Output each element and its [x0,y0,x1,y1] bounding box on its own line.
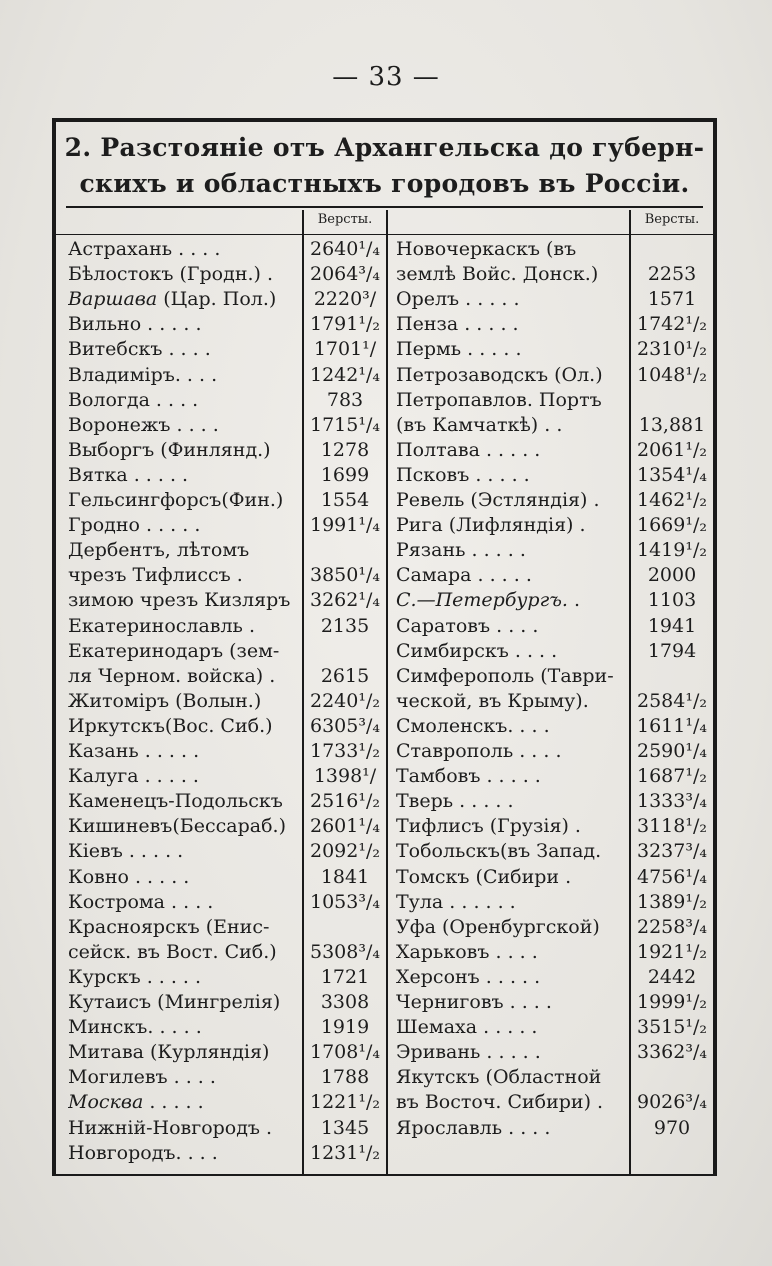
table-row [56,1040,713,1065]
place-name: Минскъ. . . . . [68,1016,202,1039]
distance-value: 1699 [320,463,370,486]
distance-value: 1231¹/₂ [310,1141,380,1164]
table-row [56,664,713,689]
table-row [56,413,713,438]
table-row [56,1141,713,1166]
table-row [56,915,713,940]
distance-value: 1103 [647,589,697,612]
distance-value: 3118¹/₂ [637,815,707,838]
place-name: Черниговъ . . . . [396,991,552,1013]
distance-value: 3237³/₄ [637,840,707,863]
place-name: ческой, въ Крыму). [396,689,589,712]
distance-value: 1841 [320,865,370,888]
distance-value: 1791¹/₂ [310,313,380,336]
place-name: Полтава . . . . . [396,438,541,461]
distance-value: 2240¹/₂ [310,689,380,712]
place-name: Симбирскъ . . . . [396,639,558,662]
place-name: Петропавлов. Портъ [396,388,602,411]
place-name: Могилевъ . . . . [68,1066,216,1089]
distance-value: 3515¹/₂ [637,1016,707,1039]
distance-value: 1721 [320,965,370,988]
place-name: Симферополь (Таври- [396,664,614,687]
place-name: Дербентъ, лѣтомъ [68,539,250,562]
place-name: землѣ Войс. Донск.) [396,263,599,286]
place-name: Кишиневъ(Бессараб.) [68,815,286,838]
table-title-line-2: скихъ и областныхъ городовъ въ Россіи. [79,169,690,198]
table-row [56,388,713,413]
distance-value: 1991¹/₄ [310,514,380,537]
distance-value: 1941 [647,614,697,637]
distance-value: 1571 [647,288,697,311]
table-row [56,262,713,287]
place-name: Курскъ . . . . . [68,965,202,988]
place-name: Гельсингфорсъ(Фин.) [68,489,284,511]
place-name: Воронежъ . . . . [68,413,219,436]
place-name: Гродно . . . . . [68,514,201,537]
distance-value: 3308 [320,991,370,1013]
place-name: Иркутскъ(Вос. Сиб.) [68,714,273,737]
distance-value: 2064³/₄ [310,263,380,286]
distance-table-frame [52,118,717,1176]
place-name: Тверь . . . . . [396,790,514,813]
place-name: Екатеринодаръ (зем- [68,639,280,662]
distance-value: 3262¹/₄ [310,589,380,612]
table-row [56,237,713,262]
place-name: Псковъ . . . . . [396,463,530,486]
distance-value: 6305³/₄ [310,714,380,737]
distance-value: 1048¹/₂ [637,363,707,386]
place-name: Каменецъ-Подольскъ [68,790,283,813]
distance-value: 1794 [647,639,697,662]
distance-value: 1053³/₄ [310,890,380,913]
distance-value: 1398¹/ [313,765,377,788]
table-row [56,789,713,814]
place-name: Херсонъ . . . . . [396,965,541,988]
distance-value: 1669¹/₂ [637,514,707,537]
place-name: Вильно . . . . . [68,313,202,336]
distance-value: 13,881 [638,413,706,436]
right-unit-header-rule [629,234,713,235]
place-name: Самара . . . . . [396,564,532,587]
place-name: Владиміръ. . . . [68,363,218,386]
place-name: Екатеринославль . [68,614,255,637]
table-row [56,337,713,362]
place-name: Харьковъ . . . . [396,940,538,963]
table-row [56,839,713,864]
place-name: Кіевъ . . . . . [68,840,184,863]
place-name: Калуга . . . . . [68,765,199,788]
place-name: Красноярскъ (Енис- [68,915,270,938]
distance-value: 2061¹/₂ [637,438,707,461]
left-header-rule [56,234,302,235]
place-name: Митава (Курляндія) [68,1041,270,1064]
place-name: сейск. въ Вост. Сиб.) [68,940,277,963]
place-name: Вологда . . . . [68,388,199,411]
distance-value: 2584¹/₂ [637,689,707,712]
distance-value: 9026³/₄ [637,1091,707,1114]
place-name: Шемаха . . . . . [396,1016,538,1039]
distance-value: 970 [653,1116,691,1139]
distance-value: 1708¹/₄ [310,1041,380,1064]
table-row [56,639,713,664]
distance-value: 2253 [647,263,697,286]
place-name: Тобольскъ(въ Запад. [396,840,602,863]
distance-value: 1733¹/₂ [310,740,380,762]
distance-value: 2442 [647,965,697,988]
distance-value: 2601¹/₄ [310,815,380,838]
place-name: Уфа (Оренбургской) [396,915,600,938]
place-name: зимою чрезъ Кизляръ [68,589,291,612]
distance-value: 1611¹/₄ [637,714,707,737]
place-name: Казань . . . . . [68,740,200,762]
table-row [56,488,713,513]
place-name: Томскъ (Сибири . [396,865,572,888]
place-name: Житоміръ (Волын.) [68,689,262,712]
place-name: Рязань . . . . . [396,539,526,562]
distance-value: 2092¹/₂ [310,840,380,863]
distance-value: 1333³/₄ [637,790,707,813]
place-name: Ярославль . . . . [396,1116,551,1139]
distance-value: 1278 [320,438,370,461]
distance-value: 783 [326,388,364,411]
distance-value: 1462¹/₂ [637,489,707,511]
table-row [56,463,713,488]
place-name: (въ Камчаткѣ) . . [396,413,563,436]
distance-value: 1221¹/₂ [310,1091,380,1114]
distance-value: 2590¹/₄ [637,740,707,762]
distance-value: 2220³/ [313,288,377,311]
table-title [56,130,713,202]
title-divider [66,206,703,208]
table-row [56,312,713,337]
right-unit-header: Версты. [644,212,700,227]
distance-value: 1345 [320,1116,370,1139]
table-row [56,689,713,714]
place-name: Вятка . . . . . [68,463,189,486]
table-row [56,513,713,538]
table-row [56,287,713,312]
distance-value: 1919 [320,1016,370,1039]
distance-value: 1715¹/₄ [310,413,380,436]
distance-value: 1742¹/₂ [637,313,707,336]
table-row [56,714,713,739]
distance-value: 2516¹/₂ [310,790,380,813]
distance-value: 2000 [647,564,697,587]
table-row [56,865,713,890]
left-unit-header: Версты. [317,212,373,227]
place-name: Новочеркаскъ (въ [396,238,577,260]
place-name: Тамбовъ . . . . . [396,765,541,788]
table-row [56,614,713,639]
distance-value: 1354¹/₄ [637,463,707,486]
place-name: Петрозаводскъ (Ол.) [396,363,603,386]
distance-value: 1242¹/₄ [310,363,380,386]
place-name: Пермь . . . . . [396,338,522,361]
right-header-rule [386,234,629,235]
table-row [56,739,713,764]
place-name: Рига (Лифляндія) . [396,514,586,537]
distance-value: 1701¹/ [313,338,377,361]
distance-value: 1554 [320,489,370,511]
distance-value: 1389¹/₂ [637,890,707,913]
distance-value: 5308³/₄ [310,940,380,963]
place-name: Новгородъ. . . . [68,1141,218,1164]
distance-value: 3362³/₄ [637,1041,707,1064]
table-row [56,940,713,965]
table-title-line-1: 2. Разстояніе отъ Архангельска до губерн- [64,133,705,162]
distance-value: 1687¹/₂ [637,765,707,788]
table-row [56,363,713,388]
table-row [56,563,713,588]
table-row [56,438,713,463]
table-row [56,588,713,613]
distance-value: 2615 [320,664,370,687]
table-row [56,1015,713,1040]
page-number: — 33 — [332,62,440,92]
place-name: чрезъ Тифлиссъ . [68,564,243,587]
place-name: Эривань . . . . . [396,1041,541,1064]
table-row [56,1090,713,1115]
place-name: Тифлисъ (Грузія) . [396,815,581,838]
distance-value: 2258³/₄ [637,915,707,938]
table-row [56,990,713,1015]
place-name: Саратовъ . . . . [396,614,539,637]
distance-value: 1921¹/₂ [637,940,707,963]
table-row [56,1065,713,1090]
left-unit-header-rule [302,234,386,235]
place-name: Кострома . . . . [68,890,214,913]
place-name: Смоленскъ. . . . [396,714,550,737]
place-name: Пенза . . . . . [396,313,519,336]
distance-value: 4756¹/₄ [637,865,707,888]
place-name: Кутаисъ (Мингрелія) [68,991,281,1013]
place-name: Астрахань . . . . [68,238,221,260]
place-name: Ковно . . . . . [68,865,190,888]
place-name: Москва . . . . . [68,1091,204,1114]
place-name: Ставрополь . . . . [396,740,562,762]
place-name: Якутскъ (Областной [396,1066,602,1089]
place-name: ля Черном. войска) . [68,664,276,687]
distance-value: 1999¹/₂ [637,991,707,1013]
place-name: Ревель (Эстляндія) . [396,489,600,511]
place-name: С.—Петербургъ. . [396,589,580,612]
place-name: Тула . . . . . . [396,890,516,913]
distance-value: 3850¹/₄ [310,564,380,587]
distance-value: 2310¹/₂ [637,338,707,361]
distance-value: 2135 [320,614,370,637]
table-row [56,538,713,563]
place-name: Нижній-Новгородъ . [68,1116,273,1139]
distance-value: 2640¹/₄ [310,238,380,260]
place-name: Орелъ . . . . . [396,288,520,311]
place-name: Выборгъ (Финлянд.) [68,438,271,461]
table-row [56,814,713,839]
distance-value: 1788 [320,1066,370,1089]
place-name: въ Восточ. Сибири) . [396,1091,604,1114]
distance-value: 1419¹/₂ [637,539,707,562]
place-name: Витебскъ . . . . [68,338,211,361]
table-row [56,890,713,915]
place-name: Варшава (Цар. Пол.) [68,288,277,311]
place-name: Бѣлостокъ (Гродн.) . [68,263,274,286]
table-row [56,1116,713,1141]
table-row [56,764,713,789]
table-row [56,965,713,990]
